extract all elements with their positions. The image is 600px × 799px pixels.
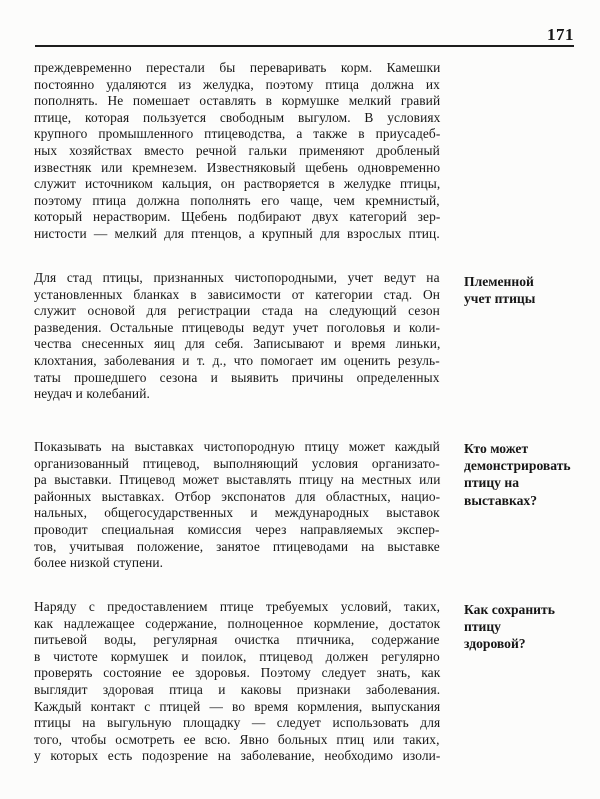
text-line: питьевой воды, регулярная очистка птичника, содержание — [34, 632, 440, 648]
text-line: в чистоте кормушек и поилок, птицевод должен регулярно — [34, 648, 440, 664]
text-line: клохтания, заболевания и т. д., что помогает им оценить резуль- — [34, 352, 440, 368]
text-line: служит источником кальция, он растворяется в желудке птицы, — [34, 176, 441, 192]
margin-note-line: Кто может — [464, 441, 529, 456]
text-line: известняк или кремнезем. Известняковый щебень одновременно — [34, 159, 441, 175]
margin-note — [464, 440, 578, 509]
text-line: пополнять. Не помешает оставлять в кормушке мелкий гравий — [34, 93, 441, 109]
text-line: как надлежащее содержание, полноценное кормление, достаток — [34, 615, 441, 631]
text-line: который нерастворим. Щебень подбирают двух категорий зер- — [34, 209, 441, 225]
margin-note-line: птицу — [464, 619, 501, 635]
text-line: разведения. Остальные птицеводы ведут учет поголовья и коли- — [34, 319, 441, 335]
text-line: проводит специальная комиссия через направляемых экспер- — [34, 521, 440, 537]
margin-note-line: Как сохранить — [464, 602, 555, 617]
margin-note-line: выставках? — [464, 492, 537, 508]
text-line: таты прошедшего сезона и выявить причины определенных — [34, 369, 440, 385]
text-line: более низкой ступени. — [34, 555, 164, 571]
text-line: поэтому птица должна пополнять его чаще, чем кремнистый, — [34, 192, 440, 208]
text-line: нальных, общегосударственных и международных выставок — [34, 505, 440, 521]
text-line: нистости — мелкий для птенцов, а крупный для взрослых птиц. — [34, 225, 440, 241]
text-line: преждевременно перестали бы переваривать корм. Камешки — [34, 60, 441, 75]
text-line: Показывать на выставках чистопородную птицу может каждый — [34, 439, 440, 454]
text-line: крупного промышленного птицеводства, а также в приусадеб- — [34, 126, 441, 142]
margin-note — [464, 601, 578, 653]
text-line: районных выставках. Отбор экспонатов для областных, нацио- — [34, 488, 441, 504]
page-number: 171 — [547, 25, 574, 44]
text-line: птицы на выгульную площадку — следует использовать для — [34, 715, 441, 731]
text-line: ных хозяйствах вместо речной гальки применяют дробленый — [34, 142, 440, 158]
margin-note-line: учет птицы — [464, 291, 536, 307]
text-line: у которых есть подозрение на заболевание, необходимо изоли- — [34, 748, 441, 764]
text-line: ра выставки. Птицевод может выставлять птицу на местных или — [34, 472, 441, 488]
margin-note-line: демонстрировать — [464, 458, 571, 474]
margin-note-line: птицу на — [464, 475, 519, 491]
text-line: птице, которая пользуется свободным выгулом. В условиях — [34, 109, 441, 125]
text-line: служит основой для регистрации стада на следующий сезон — [34, 303, 440, 319]
text-line: выглядит здоровая птица и каковы признаки заболевания. — [34, 681, 441, 697]
text-line: чества снесенных яиц для себя. Записывают и время линьки, — [34, 336, 441, 352]
margin-note-line: здоровой? — [464, 636, 526, 652]
text-line: того, чтобы осмотреть ее всю. Явно больных птиц или таких, — [34, 731, 440, 747]
text-line: проверять состояние ее здоровья. Поэтому следует знать, как — [34, 665, 441, 681]
margin-note-line: Племенной — [464, 274, 534, 289]
header-rule — [35, 45, 574, 47]
text-line: Каждый контакт с птицей — во время кормления, выпускания — [34, 698, 441, 714]
text-line: установленных бланках в зависимости от категории стад. Он — [34, 286, 441, 302]
body-paragraph — [34, 599, 440, 765]
text-line: неудач и колебаний. — [34, 386, 150, 402]
text-line: Наряду с предоставлением птице требуемых условий, таких, — [34, 599, 441, 614]
body-paragraph — [34, 60, 440, 243]
body-paragraph — [34, 270, 440, 403]
text-line: Для стад птицы, признанных чистопородными, учет ведут на — [34, 270, 440, 285]
margin-note — [464, 273, 578, 307]
text-line: организованный птицевод, выполняющий условия организато- — [34, 455, 440, 471]
body-paragraph — [34, 439, 440, 572]
text-line: тов, учитывая положение, занятое птицеводами на выставке — [34, 538, 440, 554]
text-line: постоянно удаляются из желудка, поэтому птица должна их — [34, 76, 440, 92]
